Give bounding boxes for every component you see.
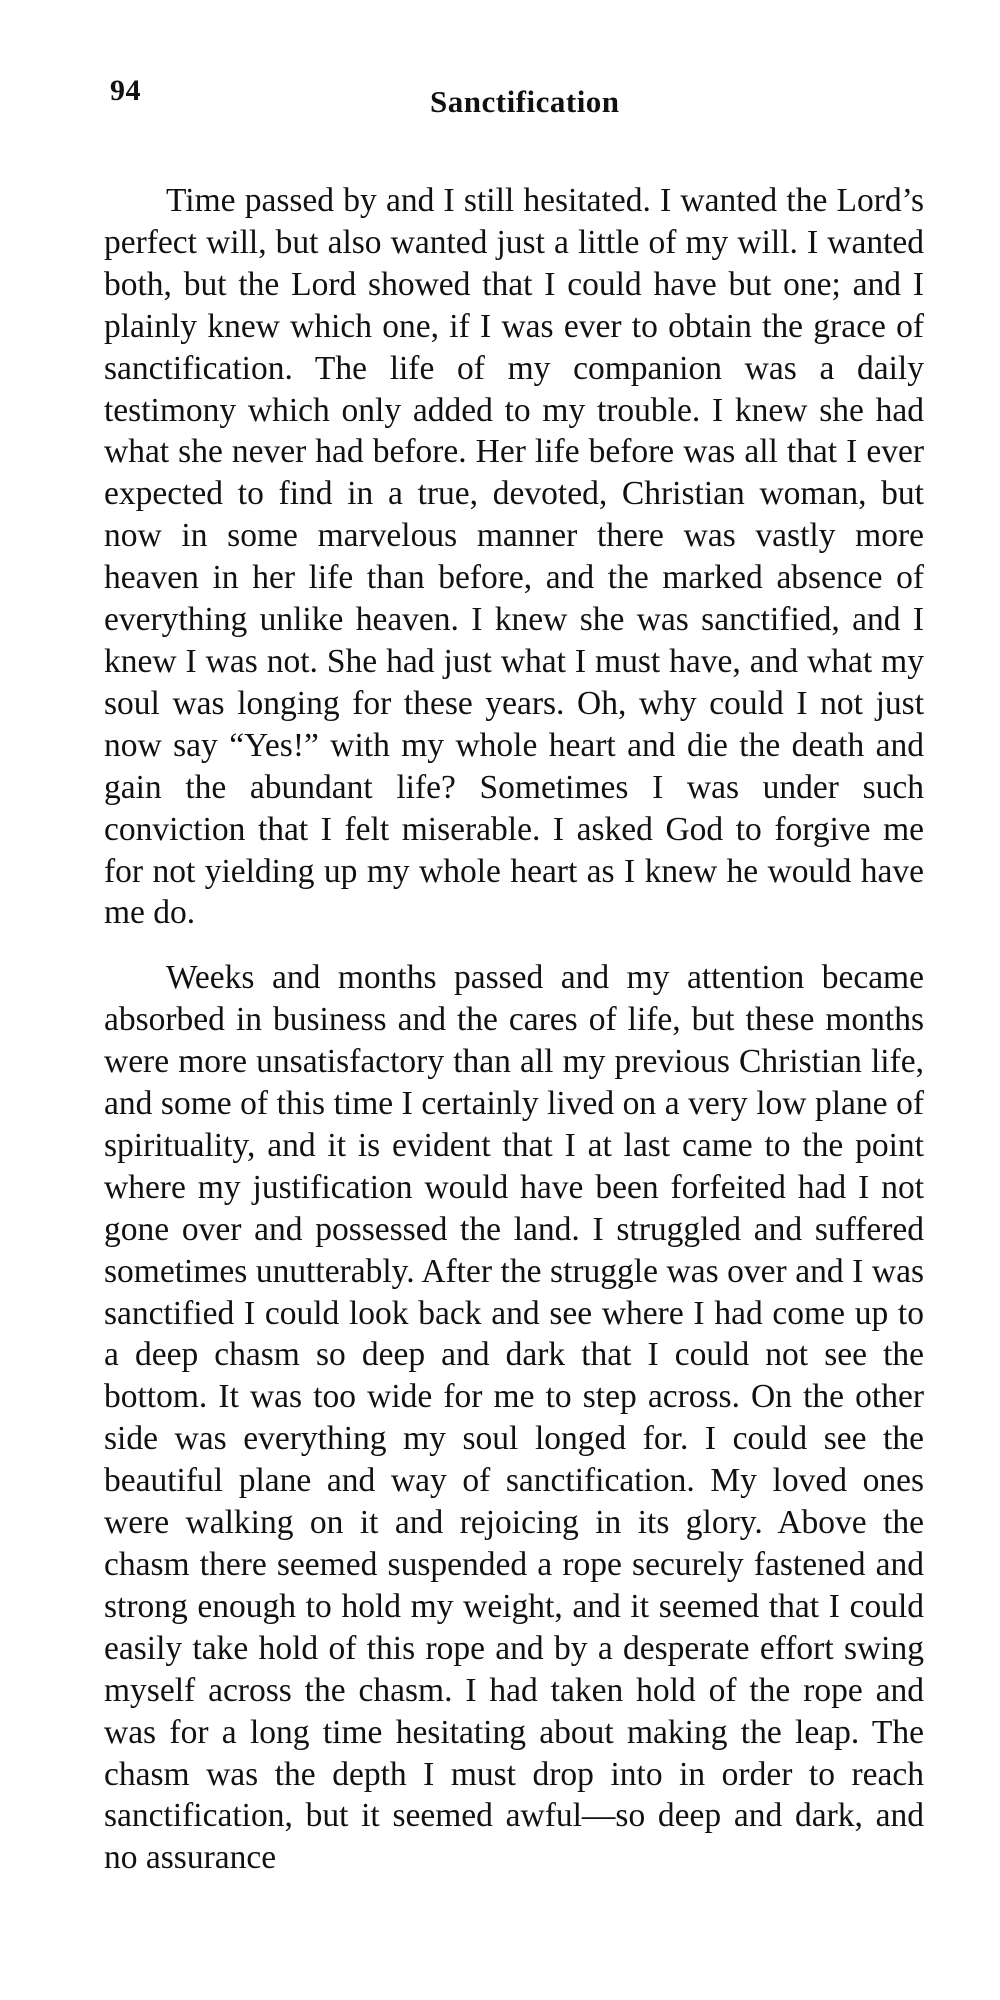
body-text — [104, 180, 924, 1879]
paragraph-1: Time passed by and I still hesitated. I wanted the Lord’s perfect will, but also wanted just a little of my will. I wanted both, but the Lord showed that I could have but one; and I plainly knew which one, if I was ever to obtain the grace of sanctification. The life of my companion was a daily testimony which only added to my trouble. I knew she had what she never had before. Her life before was all that I ever expected to find in a true, devoted, Christian woman, but now in some marvelous manner there was vastly more heaven in her life than before, and the marked absence of everything unlike heaven. I knew she was sanctified, and I knew I was not. She had just what I must have, and what my soul was longing for these years. Oh, why could I not just now say “Yes!” with my whole heart and die the death and gain the abundant life? Sometimes I was under such conviction that I felt miserable. I asked God to forgive me for not yielding up my whole heart as I knew he would have me do. — [104, 182, 924, 932]
paragraph-2: Weeks and months passed and my attention became absorbed in business and the cares of life, but these months were more unsatisfactory than all my previous Christian life, and some of this time I certainly lived on a very low plane of spirituality, and it is evident that I at last came to the point where my justification would have been forfeited had I not gone over and possessed the land. I struggled and suffered sometimes unutterably. After the struggle was over and I was sanctified I could look back and see where I had come up to a deep chasm so deep and dark that I could not see the bottom. It was too wide for me to step across. On the other side was everything my soul longed for. I could see the beautiful plane and way of sanctification. My loved ones were walking on it and rejoicing in its glory. Above the chasm there seemed suspended a rope securely fastened and strong enough to hold my weight, and it seemed that I could easily take hold of this rope and by a desperate effort swing myself across the chasm. I had taken hold of the rope and was for a long time hesitating about making the leap. The chasm was the depth I must drop into in order to reach sanctification, but it seemed awful—so deep and dark, and no assurance — [104, 959, 924, 1877]
running-head: Sanctification — [430, 84, 620, 119]
page-number: 94 — [110, 74, 141, 107]
